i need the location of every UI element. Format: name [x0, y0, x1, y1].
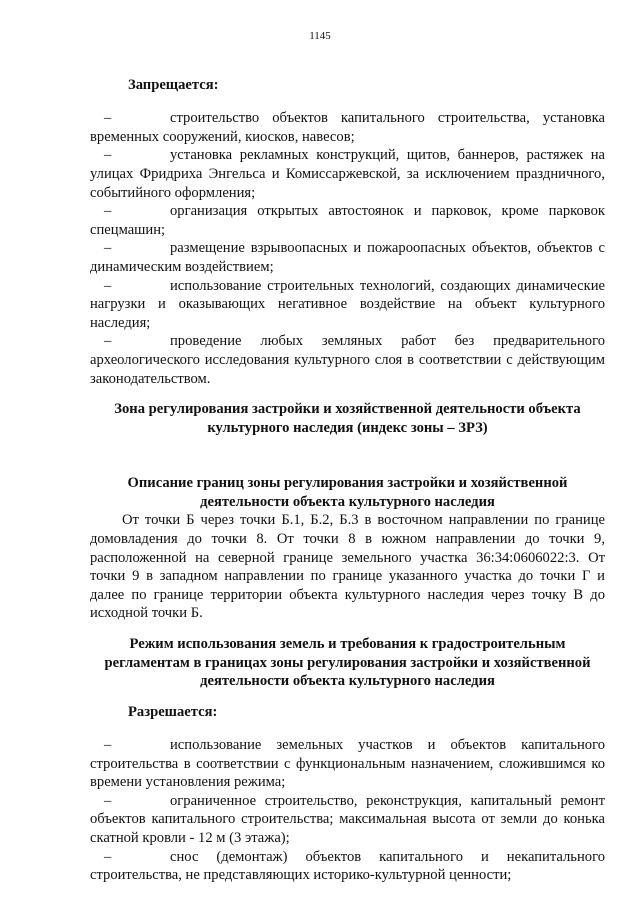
allowed-item-text: ограниченное строительство, реконструкция, капитальный ремонт объектов капитального строительства; максимальная высота от земли до конька скатной кровли - 12 м (3 этажа);	[90, 792, 605, 846]
forbidden-item-text: установка рекламных конструкций, щитов, баннеров, растяжек на улицах Фридриха Энгельса и Комиссаржевской, за исключением праздничного, событийного оформления;	[90, 147, 605, 201]
allowed-item	[90, 848, 605, 885]
regime-title: Режим использования земель и требования к градостроительным регламентам в границах зоны регулирования застройки и хозяйственной деятельности объекта культурного наследия	[104, 636, 591, 690]
allowed-heading: Разрешается:	[128, 703, 218, 720]
forbidden-item-text: организация открытых автостоянок и парковок, кроме парковок спецмашин;	[90, 203, 605, 238]
forbidden-heading: Запрещается:	[128, 77, 219, 93]
document-body	[90, 76, 605, 885]
dash-bullet: –	[104, 737, 112, 753]
forbidden-item	[90, 332, 605, 388]
forbidden-item	[90, 109, 605, 146]
boundaries-text: От точки Б через точки Б.1, Б.2, Б.3 в восточном направлении по границе домовладения до точки 8. От точки 8 в южном направлении до точки 9, расположенной на северной границе земельного участка 36:34:0606022:3. От точки 9 в западном направлении по границе указанного участка до точки Г и далее по границе территории объекта культурного наследия через точку В до исходной точки Б.	[90, 512, 605, 622]
forbidden-item-text: строительство объектов капитального строительства, установка временных сооружений, киосков, навесов;	[90, 110, 605, 145]
forbidden-list	[90, 109, 605, 388]
dash-bullet: –	[104, 792, 112, 809]
allowed-list	[90, 736, 605, 885]
forbidden-item	[90, 202, 605, 239]
dash-bullet: –	[104, 277, 112, 294]
forbidden-item	[90, 277, 605, 333]
zone-title: Зона регулирования застройки и хозяйственной деятельности объекта культурного наследия (индекс зоны – ЗРЗ)	[114, 401, 581, 436]
forbidden-item	[90, 239, 605, 276]
forbidden-item-text: проведение любых земляных работ без предварительного археологического исследования культурного слоя в соответствии с действующим законодательством.	[90, 333, 605, 387]
boundaries-title: Описание границ зоны регулирования застройки и хозяйственной деятельности объекта культурного наследия	[127, 475, 568, 510]
forbidden-item	[90, 146, 605, 202]
allowed-item	[90, 736, 605, 792]
forbidden-item-text: использование строительных технологий, создающих динамические нагрузки и оказывающих негативное воздействие на объект культурного наследия;	[90, 277, 605, 331]
dash-bullet: –	[104, 203, 112, 220]
page-number: 1145	[309, 30, 331, 42]
dash-bullet: –	[104, 333, 112, 350]
dash-bullet: –	[104, 147, 112, 164]
forbidden-item-text: размещение взрывоопасных и пожароопасных объектов, объектов с динамическим воздействием;	[90, 240, 605, 275]
allowed-item-text: использование земельных участков и объектов капитального строительства в соответствии с функциональным назначением, сложившимся ко времени установления режима;	[90, 737, 605, 791]
dash-bullet: –	[104, 240, 112, 257]
allowed-item-text: снос (демонтаж) объектов капитального и некапитального строительства, не представляющих историко-культурной ценности;	[90, 848, 605, 884]
dash-bullet: –	[104, 110, 112, 127]
allowed-item	[90, 792, 605, 848]
dash-bullet: –	[104, 848, 112, 865]
